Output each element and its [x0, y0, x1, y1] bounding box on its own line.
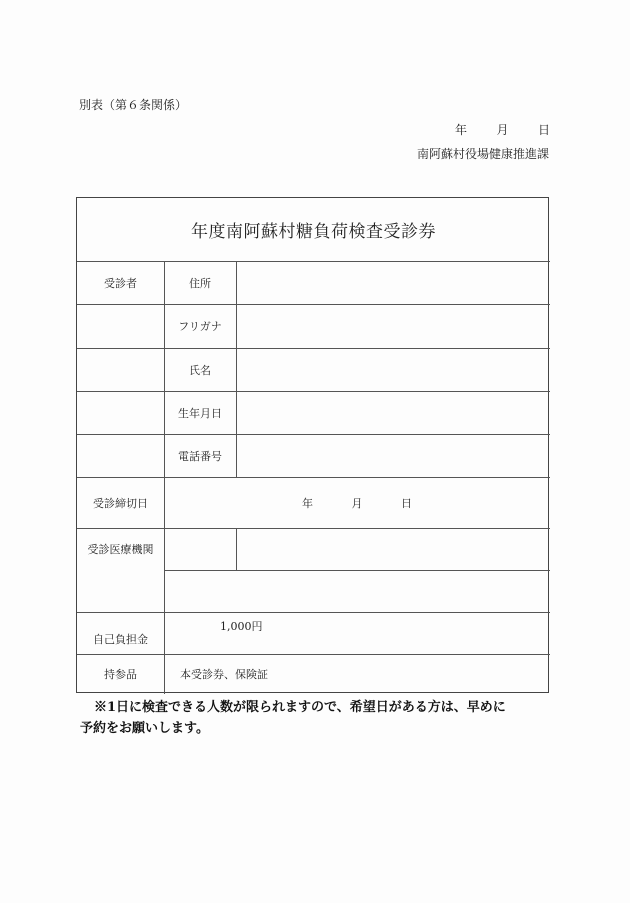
issuing-department: 南阿蘇村役場健康推進課	[416, 147, 549, 161]
examinee-label: 受診者	[104, 276, 137, 290]
birthdate-field[interactable]	[237, 391, 550, 434]
deadline-year: 年	[302, 496, 313, 510]
phone-label: 電話番号	[178, 449, 222, 463]
date-day: 日	[537, 123, 550, 137]
issue-date	[455, 121, 550, 138]
copay-value: 1,000円	[220, 620, 263, 633]
copay-label: 自己負担金	[93, 633, 148, 646]
form-title: 年度南阿蘇村糖負荷検査受診券	[191, 222, 436, 242]
deadline-field[interactable]	[302, 477, 412, 528]
items-value: 本受診券、保険証	[180, 668, 268, 681]
name-field[interactable]	[237, 348, 550, 391]
phone-field[interactable]	[237, 434, 550, 477]
deadline-label: 受診締切日	[93, 496, 148, 510]
form-reference: 別表（第６条関係）	[79, 98, 188, 112]
institution-field-3[interactable]	[165, 570, 550, 612]
institution-field-1[interactable]	[165, 528, 236, 570]
institution-field-2[interactable]	[237, 528, 550, 570]
furigana-label: フリガナ	[178, 320, 222, 333]
furigana-field[interactable]	[237, 304, 550, 348]
date-month: 月	[496, 123, 509, 137]
note-line-2: 予約をお願いします。	[80, 721, 209, 736]
name-label: 氏名	[189, 363, 211, 377]
date-year: 年	[455, 123, 468, 137]
deadline-month: 月	[351, 496, 363, 510]
institution-label: 受診医療機関	[87, 543, 154, 556]
address-field[interactable]	[237, 261, 550, 304]
voucher-table	[76, 197, 549, 693]
deadline-day: 日	[401, 496, 412, 510]
items-label: 持参品	[104, 668, 137, 681]
address-label: 住所	[189, 276, 211, 290]
birthdate-label: 生年月日	[178, 406, 222, 420]
note-line-1: ※1日に検査できる人数が限られますので、希望日がある方は、早めに	[94, 700, 506, 715]
